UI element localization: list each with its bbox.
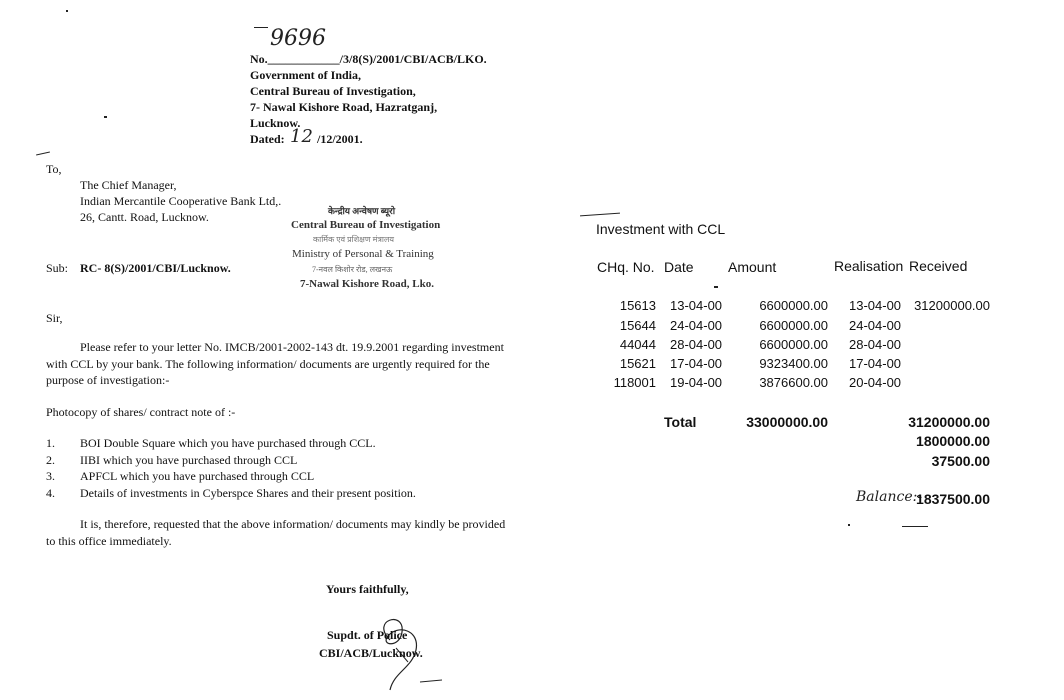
extra-amount-1: 1800000.00 <box>916 433 990 449</box>
cell-chq: 15613 <box>619 298 656 313</box>
list-item-number: 2. <box>46 453 55 467</box>
cell-date: 24-04-00 <box>670 318 723 333</box>
header-received: Received <box>909 258 968 274</box>
cell-chq: 118001 <box>613 375 656 390</box>
list-item-number: 4. <box>46 486 55 500</box>
speck <box>104 116 107 118</box>
cell-amount: 6600000.00 <box>759 337 828 352</box>
cell-amount: 9323400.00 <box>759 356 828 371</box>
cell-realisation: 13-04-00 <box>849 298 902 313</box>
list-item-number: 1. <box>46 436 55 450</box>
pen-stroke <box>254 27 268 28</box>
stamp-line-6: 7-Nawal Kishore Road, Lko. <box>300 278 434 290</box>
total-label: Total <box>664 414 697 430</box>
handwritten-number: 9696 <box>270 26 326 51</box>
signature-title: Supdt. of Police <box>327 628 408 642</box>
cell-date: 17-04-00 <box>670 356 723 371</box>
stamp-line-1: केन्द्रीय अन्वेषण ब्यूरो <box>328 206 396 216</box>
cell-realisation: 28-04-00 <box>849 337 902 352</box>
speck <box>66 10 68 12</box>
total-received: 31200000.00 <box>908 414 990 430</box>
office-line-1: Government of India, <box>250 68 361 82</box>
para1-line-2: with CCL by your bank. The following information/ documents are urgently required for the <box>46 357 490 371</box>
header-amount: Amount <box>728 259 777 275</box>
speck <box>714 286 718 288</box>
cell-amount: 3876600.00 <box>759 375 828 390</box>
stamp-line-5: 7-नवल किशोर रोड, लखनऊ <box>312 265 393 274</box>
para2-line-2: to this office immediately. <box>46 534 172 548</box>
stamp-line-2: Central Bureau of Investigation <box>291 219 441 231</box>
addressee-line-3: 26, Cantt. Road, Lucknow. <box>80 210 209 224</box>
list-item-text: Details of investments in Cyberspce Shares and their present position. <box>80 486 416 500</box>
cell-realisation: 24-04-00 <box>849 318 902 333</box>
subject-label: Sub: <box>46 261 69 275</box>
balance-value: 1837500.00 <box>916 491 990 507</box>
para1-line-1: Please refer to your letter No. IMCB/2001-2002-143 dt. 19.9.2001 regarding investment <box>80 340 504 354</box>
list-item-text: IIBI which you have purchased through CCL <box>80 453 298 467</box>
header-date: Date <box>664 259 694 275</box>
pen-stroke <box>580 213 620 217</box>
cell-date: 13-04-00 <box>670 298 723 313</box>
cell-chq: 44044 <box>619 337 656 352</box>
reference-number: No.____________/3/8(S)/2001/CBI/ACB/LKO. <box>250 52 487 66</box>
to-label: To, <box>46 162 62 176</box>
office-line-4: Lucknow. <box>250 116 301 130</box>
list-item-number: 3. <box>46 469 55 483</box>
cell-amount: 6600000.00 <box>759 298 828 313</box>
stamp-line-4: Ministry of Personal & Training <box>292 248 434 260</box>
total-amount: 33000000.00 <box>746 414 828 430</box>
signature-office: CBI/ACB/Lucknow. <box>319 646 423 660</box>
salutation: Sir, <box>46 311 63 325</box>
office-line-3: 7- Nawal Kishore Road, Hazratganj, <box>250 100 438 114</box>
cell-received: 31200000.00 <box>914 298 990 313</box>
cell-chq: 15621 <box>619 356 656 371</box>
dated-rest: /12/2001. <box>317 132 363 146</box>
cell-date: 19-04-00 <box>670 375 723 390</box>
dated-handwritten-day: 12 <box>290 126 313 147</box>
header-chq-no: CHq. No. <box>597 259 655 275</box>
speck <box>848 524 850 526</box>
dated-label: Dated: <box>250 132 285 146</box>
balance-label: Balance:- <box>856 489 923 505</box>
addressee-line-1: The Chief Manager, <box>80 178 177 192</box>
cell-realisation: 17-04-00 <box>849 356 902 371</box>
list-item-text: APFCL which you have purchased through CCL <box>80 469 315 483</box>
subject-text: RC- 8(S)/2001/CBI/Lucknow. <box>80 261 231 275</box>
pen-mark <box>36 152 50 156</box>
list-item-text: BOI Double Square which you have purchased through CCL. <box>80 436 376 450</box>
cell-realisation: 20-04-00 <box>849 375 902 390</box>
cell-chq: 15644 <box>619 318 656 333</box>
cell-date: 28-04-00 <box>670 337 723 352</box>
table-title: Investment with CCL <box>596 221 726 237</box>
photocopy-line: Photocopy of shares/ contract note of :- <box>46 405 236 419</box>
cell-amount: 6600000.00 <box>759 318 828 333</box>
closing: Yours faithfully, <box>326 582 409 596</box>
para2-line-1: It is, therefore, requested that the above information/ documents may kindly be provided <box>80 517 506 531</box>
para1-line-3: purpose of investigation:- <box>46 373 170 387</box>
addressee-line-2: Indian Mercantile Cooperative Bank Ltd,. <box>80 194 282 208</box>
header-realisation: Realisation <box>834 258 904 274</box>
extra-amount-2: 37500.00 <box>931 453 990 469</box>
pen-stroke <box>902 526 928 527</box>
stamp-line-3: कार्मिक एवं प्रशिक्षण मंत्रालय <box>313 235 395 244</box>
office-line-2: Central Bureau of Investigation, <box>250 84 416 98</box>
